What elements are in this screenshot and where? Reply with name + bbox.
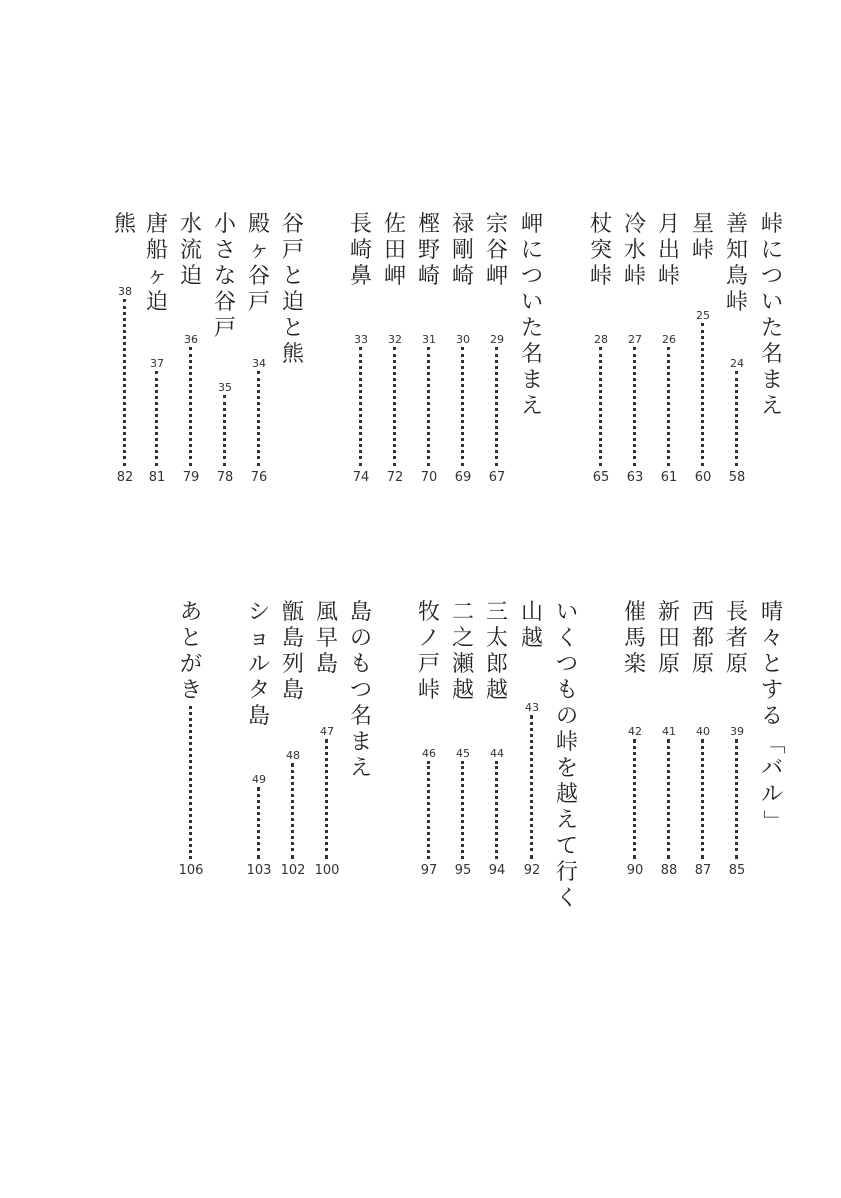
- toc-entry-title: 月 出 峠: [657, 212, 680, 289]
- toc-start-page: 40: [696, 725, 710, 738]
- leader-dots: [633, 347, 636, 466]
- toc-start-page: 25: [696, 309, 710, 322]
- toc-start-page: 47: [320, 725, 334, 738]
- leader-dots: [223, 395, 226, 466]
- toc-entry-title: 催 馬 楽: [623, 600, 646, 677]
- toc-entry-title: 唐 船 ヶ 迫: [145, 212, 168, 315]
- toc-end-page: 69: [454, 470, 472, 485]
- leader-dots: [530, 715, 533, 859]
- toc-section-title: い く つ も の 峠 を 越 え て 行 く: [555, 600, 578, 911]
- toc-end-page: 94: [488, 863, 506, 878]
- toc-start-page: 42: [628, 725, 642, 738]
- toc-end-page: 85: [728, 863, 746, 878]
- toc-start-page: 33: [354, 333, 368, 346]
- toc-section-title: 谷 戸 と 迫 と 熊: [281, 212, 304, 367]
- toc-end-page: 106: [178, 863, 204, 878]
- leader-dots: [495, 761, 498, 859]
- leader-dots: [701, 739, 704, 859]
- leader-dots: [427, 347, 430, 466]
- leader-dots: [461, 347, 464, 466]
- toc-start-page: 49: [252, 773, 266, 786]
- toc-end-page: 65: [592, 470, 610, 485]
- toc-entry-title: 冷 水 峠: [623, 212, 646, 289]
- toc-section-title: 島 の も つ 名 ま え: [349, 600, 372, 781]
- toc-end-page: 61: [660, 470, 678, 485]
- toc-section-title: 岬 に つ い た 名 ま え: [520, 212, 543, 419]
- toc-section-title: 峠 に つ い た 名 ま え: [760, 212, 783, 419]
- leader-dots: [667, 347, 670, 466]
- toc-entry-title: 宗 谷 岬: [485, 212, 508, 289]
- leader-dots: [633, 739, 636, 859]
- toc-start-page: 39: [730, 725, 744, 738]
- toc-entry-title: 禄 剛 崎: [451, 212, 474, 289]
- leader-dots: [257, 371, 260, 466]
- toc-end-page: 58: [728, 470, 746, 485]
- toc-start-page: 28: [594, 333, 608, 346]
- toc-entry-title: 二 之 瀬 越: [451, 600, 474, 703]
- toc-end-page: 60: [694, 470, 712, 485]
- leader-dots: [427, 761, 430, 859]
- toc-entry-title: 殿 ヶ 谷 戸: [247, 212, 270, 315]
- toc-end-page: 100: [314, 863, 340, 878]
- toc-entry-title: 熊: [113, 212, 136, 237]
- toc-start-page: 31: [422, 333, 436, 346]
- toc-entry-title: 山 越: [520, 600, 543, 651]
- toc-entry-title: 長 崎 鼻: [349, 212, 372, 289]
- toc-start-page: 45: [456, 747, 470, 760]
- toc-entry-title: あ と が き: [179, 600, 202, 703]
- toc-start-page: 43: [525, 701, 539, 714]
- toc-end-page: 81: [148, 470, 166, 485]
- toc-section-title: 晴 々 と す る 「 バ ル 」: [760, 600, 785, 832]
- toc-end-page: 79: [182, 470, 200, 485]
- toc-end-page: 72: [386, 470, 404, 485]
- toc-entry-title: 小 さ な 谷 戸: [213, 212, 236, 341]
- toc-start-page: 44: [490, 747, 504, 760]
- toc-end-page: 102: [280, 863, 306, 878]
- toc-entry-title: 杖 突 峠: [589, 212, 612, 289]
- toc-entry-title: 善 知 鳥 峠: [725, 212, 748, 315]
- toc-entry-title: 三 太 郎 越: [485, 600, 508, 703]
- toc-end-page: 90: [626, 863, 644, 878]
- toc-entry-title: 長 者 原: [725, 600, 748, 677]
- toc-entry-title: 風 早 島: [315, 600, 338, 677]
- toc-start-page: 41: [662, 725, 676, 738]
- leader-dots: [495, 347, 498, 466]
- toc-entry-title: 樫 野 崎: [417, 212, 440, 289]
- toc-start-page: 26: [662, 333, 676, 346]
- leader-dots: [189, 706, 192, 859]
- toc-end-page: 103: [246, 863, 272, 878]
- toc-entry-title: 西 都 原: [691, 600, 714, 677]
- leader-dots: [393, 347, 396, 466]
- toc-start-page: 29: [490, 333, 504, 346]
- leader-dots: [291, 763, 294, 859]
- toc-entry-title: 水 流 迫: [179, 212, 202, 289]
- leader-dots: [359, 347, 362, 466]
- toc-entry-title: 新 田 原: [657, 600, 680, 677]
- leader-dots: [667, 739, 670, 859]
- toc-end-page: 92: [523, 863, 541, 878]
- toc-end-page: 76: [250, 470, 268, 485]
- toc-end-page: 95: [454, 863, 472, 878]
- toc-entry-title: 佐 田 岬: [383, 212, 406, 289]
- leader-dots: [155, 371, 158, 466]
- toc-start-page: 37: [150, 357, 164, 370]
- toc-end-page: 63: [626, 470, 644, 485]
- toc-start-page: 24: [730, 357, 744, 370]
- toc-entry-title: 星 峠: [691, 212, 714, 263]
- leader-dots: [123, 299, 126, 466]
- toc-end-page: 88: [660, 863, 678, 878]
- toc-end-page: 70: [420, 470, 438, 485]
- toc-start-page: 27: [628, 333, 642, 346]
- toc-start-page: 30: [456, 333, 470, 346]
- toc-start-page: 35: [218, 381, 232, 394]
- toc-entry-title: シ ョ ル タ 島: [247, 600, 270, 729]
- toc-end-page: 87: [694, 863, 712, 878]
- leader-dots: [701, 323, 704, 466]
- toc-end-page: 78: [216, 470, 234, 485]
- toc-entry-title: 牧 ノ 戸 峠: [417, 600, 440, 703]
- toc-end-page: 82: [116, 470, 134, 485]
- leader-dots: [599, 347, 602, 466]
- toc-start-page: 32: [388, 333, 402, 346]
- toc-end-page: 74: [352, 470, 370, 485]
- leader-dots: [461, 761, 464, 859]
- leader-dots: [735, 371, 738, 466]
- toc-end-page: 67: [488, 470, 506, 485]
- toc-start-page: 46: [422, 747, 436, 760]
- leader-dots: [257, 787, 260, 859]
- toc-end-page: 97: [420, 863, 438, 878]
- leader-dots: [735, 739, 738, 859]
- toc-start-page: 36: [184, 333, 198, 346]
- toc-start-page: 34: [252, 357, 266, 370]
- toc-entry-title: 甑 島 列 島: [281, 600, 304, 703]
- leader-dots: [325, 739, 328, 859]
- leader-dots: [189, 347, 192, 466]
- toc-start-page: 48: [286, 749, 300, 762]
- toc-start-page: 38: [118, 285, 132, 298]
